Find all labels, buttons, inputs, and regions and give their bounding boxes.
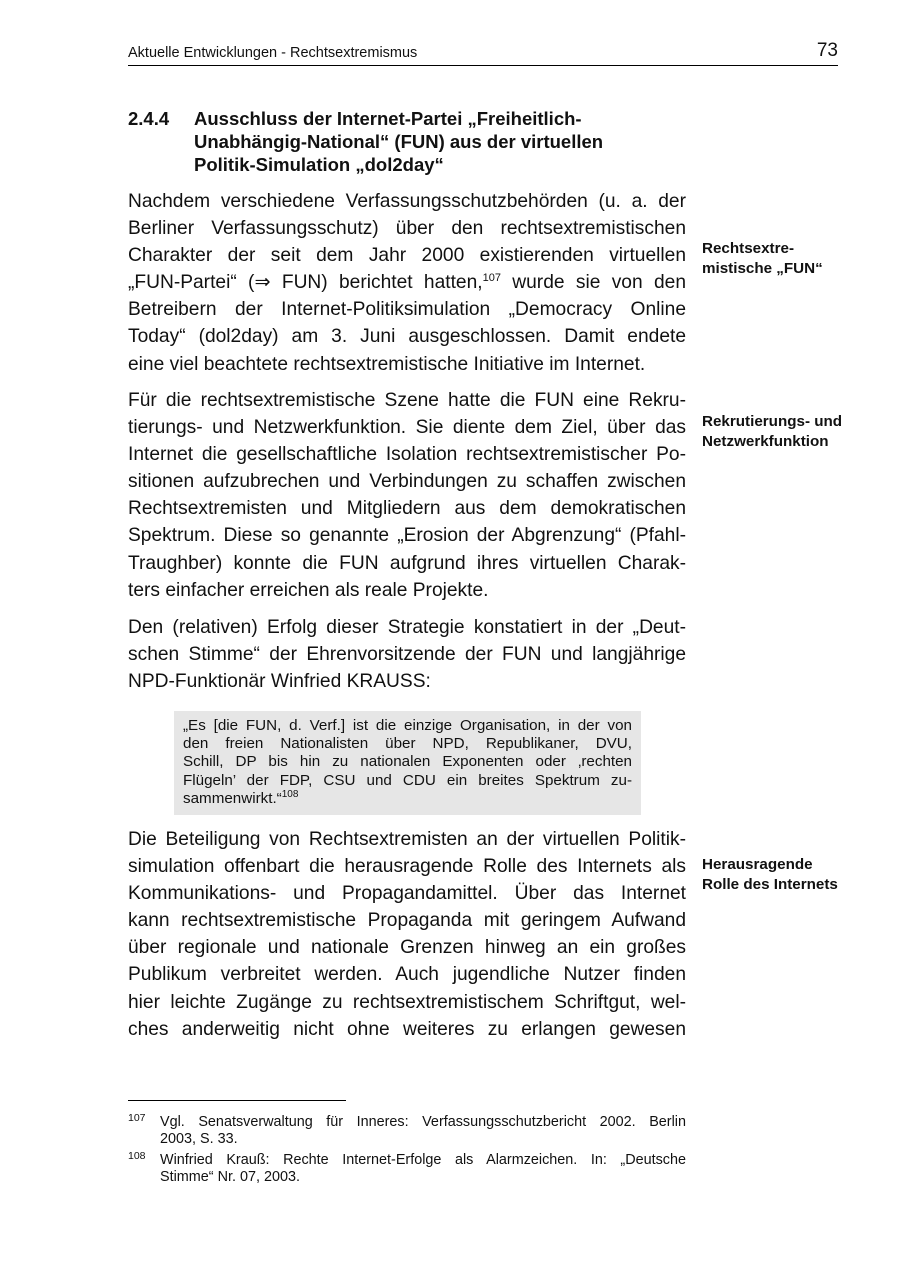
section-number: 2.4.4	[128, 108, 170, 129]
margin-note-rekrutierungsfunktion	[702, 412, 877, 451]
text-line: Rechtsextremisten und Mitgliedern aus dem demokratischen	[128, 498, 686, 520]
margin-note-line: Rolle des Internets	[702, 875, 838, 893]
text-line: tierungs- und Netzwerkfunktion. Sie diente dem Ziel, über das	[128, 417, 686, 439]
quote-line: „Es [die FUN, d. Verf.] ist die einzige Organisation, in der von	[183, 717, 632, 734]
paragraph-4	[128, 826, 686, 1043]
quote-line: den freien Nationalisten über NPD, Republikaner, DVU,	[183, 735, 632, 753]
footnote-number: 108	[128, 1150, 146, 1162]
margin-note-line: Rekrutierungs- und	[702, 413, 843, 430]
text-line: Die Beteiligung von Rechtsextremisten an der virtuellen Politik-	[128, 829, 686, 850]
text-fragment: „FUN-Partei“ (⇒ FUN) berichtet hatten,	[128, 272, 483, 294]
section-title-line: Politik-Simulation „dol2day“	[194, 154, 444, 175]
margin-note-rolle-internet	[702, 855, 877, 894]
text-fragment: sammenwirkt.“	[183, 789, 282, 807]
text-line: Betreibern der Internet-Politiksimulation „Democracy Online	[128, 299, 686, 321]
footnote-divider	[128, 1100, 346, 1101]
text-line: sitionen aufzubrechen und Verbindungen zu schaffen zwischen	[128, 471, 686, 493]
footnote-number: 107	[128, 1112, 146, 1124]
header-title: Aktuelle Entwicklungen - Rechtsextremismus	[128, 45, 418, 61]
footnote-text	[160, 1152, 686, 1186]
footnote-line: Winfried Krauß: Rechte Internet-Erfolge als Alarmzeichen. In: „Deutsche	[160, 1152, 686, 1168]
footnote-line: 2003, S. 33.	[160, 1131, 238, 1147]
text-line: Publikum verbreitet werden. Auch jugendliche Nutzer finden	[128, 964, 686, 986]
running-header	[128, 40, 838, 66]
margin-note-line: Netzwerkfunktion	[702, 432, 829, 450]
text-line: über regionale und nationale Grenzen hinweg an ein großes	[128, 937, 686, 959]
quote-box	[174, 711, 641, 815]
margin-note-line: Herausragende	[702, 856, 813, 873]
margin-note-rechtsextremistische-fun	[702, 239, 877, 278]
text-line: kann rechtsextremistische Propaganda mit geringem Aufwand	[128, 910, 686, 932]
section-title-line: Ausschluss der Internet-Partei „Freiheitlich-	[194, 108, 582, 129]
quote-line: Schill, DP bis hin zu nationalen Exponenten oder ‚rechten	[183, 753, 632, 771]
section-title-line: Unabhängig-National“ (FUN) aus der virtuellen	[194, 131, 604, 152]
text-line: Internet die gesellschaftliche Isolation rechtsextremistischer Po-	[128, 444, 686, 466]
text-line: Den (relativen) Erfolg dieser Strategie konstatiert in der „Deut-	[128, 617, 686, 638]
text-line: Today“ (dol2day) am 3. Juni ausgeschlossen. Damit endete	[128, 326, 686, 348]
text-line: ters einfacher erreichen als reale Projekte.	[128, 579, 489, 601]
text-line: Spektrum. Diese so genannte „Erosion der Abgrenzung“ (Pfahl-	[128, 525, 686, 547]
text-line: ches anderweitig nicht ohne weiteres zu erlangen gewesen	[128, 1018, 686, 1040]
text-line: simulation offenbart die herausragende Rolle des Internets als	[128, 856, 686, 878]
margin-note-line: Rechtsextre-	[702, 240, 795, 257]
text-line: hier leichte Zugänge zu rechtsextremistischem Schriftgut, wel-	[128, 991, 686, 1013]
text-line: schen Stimme“ der Ehrenvorsitzende der FUN und langjährige	[128, 644, 686, 666]
paragraph-1	[128, 188, 686, 378]
section-title	[194, 107, 694, 176]
footnote-line: Vgl. Senatsverwaltung für Inneres: Verfassungsschutzbericht 2002. Berlin	[160, 1114, 686, 1130]
footnote-line: Stimme“ Nr. 07, 2003.	[160, 1169, 300, 1185]
text-line: eine viel beachtete rechtsextremistische Initiative im Internet.	[128, 353, 646, 375]
text-line: Charakter der seit dem Jahr 2000 existierenden virtuellen	[128, 245, 686, 267]
quote-line: Flügeln’ der FDP, CSU und CDU ein breites Spektrum zu-	[183, 771, 632, 789]
paragraph-3	[128, 614, 686, 695]
quote-line	[183, 790, 632, 808]
quote-text	[183, 717, 632, 808]
text-line: NPD-Funktionär Winfried KRAUSS:	[128, 671, 431, 693]
text-line: Nachdem verschiedene Verfassungsschutzbehörden (u. a. der	[128, 191, 686, 212]
paragraph-2	[128, 387, 686, 604]
text-fragment: wurde sie von den	[500, 272, 686, 294]
text-line: Berliner Verfassungsschutz) über den rechtsextremistischen	[128, 218, 686, 240]
text-line	[128, 269, 686, 296]
text-line: Für die rechtsextremistische Szene hatte die FUN eine Rekru-	[128, 390, 686, 411]
footnote-text	[160, 1114, 686, 1148]
text-line: Traughber) konnte die FUN aufgrund ihres virtuellen Charak-	[128, 552, 686, 574]
footnote-ref-108: 108	[281, 788, 299, 800]
footnote-ref-107: 107	[482, 272, 501, 285]
text-line: Kommunikations- und Propagandamittel. Über das Internet	[128, 883, 686, 905]
page-number: 73	[816, 40, 838, 61]
margin-note-line: mistische „FUN“	[702, 259, 823, 277]
